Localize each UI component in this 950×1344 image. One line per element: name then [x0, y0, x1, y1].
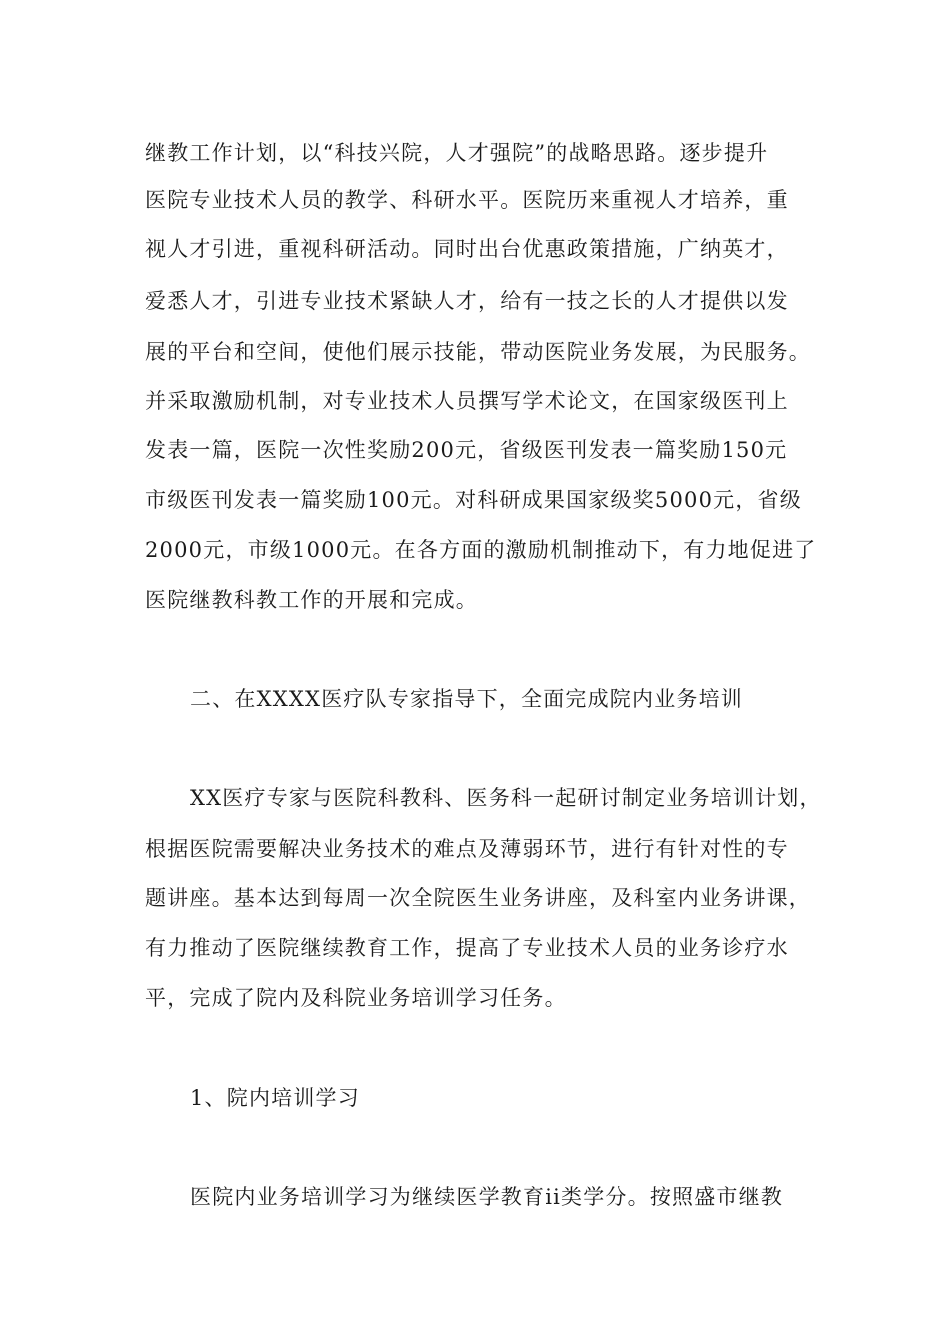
paragraph-1-line-5: 展的平台和空间，使他们展示技能，带动医院业务发展，为民服务。 — [145, 340, 811, 364]
paragraph-1-line-4: 爱悉人才，引进专业技术紧缺人才，给有一技之长的人才提供以发 — [145, 289, 789, 313]
paragraph-1-line-1: 继教工作计划，以“科技兴院，人才强院”的战略思路。逐步提升 — [145, 141, 769, 165]
paragraph-2-line-2: 根据医院需要解决业务技术的难点及薄弱环节，进行有针对性的专 — [145, 837, 789, 861]
paragraph-1-line-6: 并采取激励机制，对专业技术人员撰写学术论文，在国家级医刊上 — [145, 389, 789, 413]
paragraph-1-line-10: 医院继教科教工作的开展和完成。 — [145, 588, 478, 612]
paragraph-1-line-2: 医院专业技术人员的教学、科研水平。医院历来重视人才培养，重 — [145, 188, 789, 212]
paragraph-1-line-7: 发表一篇，医院一次性奖励200元，省级医刊发表一篇奖励150元 — [145, 438, 788, 462]
paragraph-2-line-4: 有力推动了医院继续教育工作，提高了专业技术人员的业务诊疗水 — [145, 936, 789, 960]
paragraph-2-line-5: 平，完成了院内及科院业务培训学习任务。 — [145, 986, 567, 1010]
paragraph-2-line-3: 题讲座。基本达到每周一次全院医生业务讲座，及科室内业务讲课， — [145, 886, 811, 910]
paragraph-1-line-8: 市级医刊发表一篇奖励100元。对科研成果国家级奖5000元，省级 — [145, 488, 802, 512]
section-heading-2: 二、在XXXX医疗队专家指导下，全面完成院内业务培训 — [190, 687, 743, 711]
paragraph-1-line-9: 2000元，市级1000元。在各方面的激励机制推动下，有力地促进了 — [145, 538, 817, 562]
subheading-1: 1、院内培训学习 — [190, 1086, 360, 1110]
paragraph-3-line-1: 医院内业务培训学习为继续医学教育ii类学分。按照盛市继教 — [190, 1185, 784, 1209]
paragraph-2-line-1: XX医疗专家与医院科教科、医务科一起研讨制定业务培训计划， — [190, 786, 822, 810]
paragraph-1-line-3: 视人才引进，重视科研活动。同时出台优惠政策措施，广纳英才， — [145, 237, 789, 261]
